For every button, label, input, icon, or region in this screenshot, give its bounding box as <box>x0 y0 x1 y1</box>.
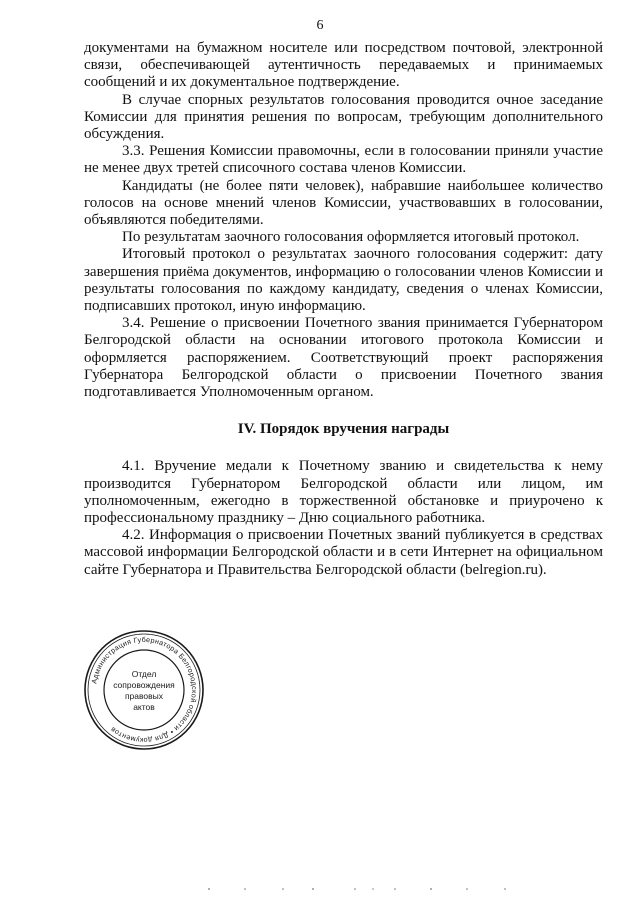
section-heading: IV. Порядок вручения награды <box>237 421 450 438</box>
paragraph-candidates: Кандидаты (не более пяти человек), набравшие наибольшее количество голосов на основе мнений членов Комиссии, участвовавших в голосовании, объявляются победителями. <box>84 177 603 229</box>
paragraph-disputed-results: В случае спорных результатов голосования проводится очное заседание Комиссии для принятия решения по вопросам, требующим дополнительного обсуждения. <box>84 91 603 143</box>
official-stamp <box>82 628 206 752</box>
scan-artifact <box>205 886 525 892</box>
svg-text:Отдел: Отдел <box>131 669 157 679</box>
document-body <box>84 40 603 579</box>
paragraph-3-3: 3.3. Решения Комиссии правомочны, если в голосовании приняли участие не менее двух третей списочного состава членов Комиссии. <box>84 143 603 177</box>
svg-text:правовых: правовых <box>124 691 164 701</box>
svg-text:актов: актов <box>133 702 155 712</box>
svg-text:сопровождения: сопровождения <box>113 680 175 690</box>
svg-text:Администрация Губернатора Белг: Администрация Губернатора Белгородской области • Для документов <box>89 634 200 746</box>
paragraph-continuation: документами на бумажном носителе или посредством почтовой, электронной связи, обеспечивающей аутентичность передаваемых и принимаемых сообщений и их документальное подтверждение. <box>84 40 603 91</box>
paragraph-3-4: 3.4. Решение о присвоении Почетного звания принимается Губернатором Белгородской области на основании итогового протокола Комиссии и оформляется распоряжением. Соответствующий проект распоряжения Губернатора Белгородской области о присвоении Почетного звания подготавливается Уполномоченным органом. <box>84 315 603 401</box>
stamp-seal-icon <box>82 628 206 752</box>
paragraph-4-1: 4.1. Вручение медали к Почетному званию и свидетельства к нему производится Губернатором Белгородской области или лицом, им уполномоченным, ежегодно в торжественной обстановке и приурочено к профессиональному празднику – Дню социального работника. <box>84 458 603 527</box>
paragraph-4-2: 4.2. Информация о присвоении Почетных званий публикуется в средствах массовой информации Белгородской области и в сети Интернет на официальном сайте Губернатора и Правительства Белгородской области (belregion.ru). <box>84 527 603 578</box>
paragraph-final-protocol: По результатам заочного голосования оформляется итоговый протокол. <box>122 229 580 246</box>
paragraph-protocol-contents: Итоговый протокол о результатах заочного голосования содержит: дату завершения приёма документов, информацию о голосовании членов Комиссии и результаты голосования по каждому кандидату, сведения о членах Комиссии, подписавших протокол, иную информацию. <box>84 246 603 315</box>
page-number: 6 <box>316 18 324 33</box>
